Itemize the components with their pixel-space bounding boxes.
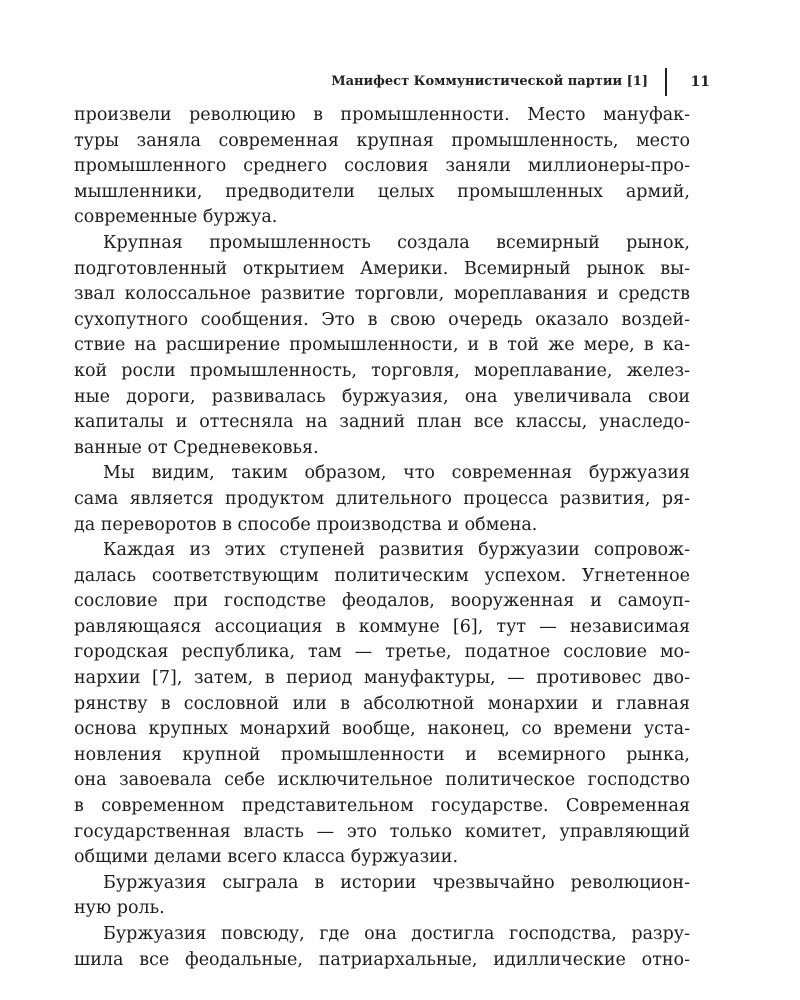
text-line: Мы видим, таким образом, что современная буржуазия xyxy=(103,463,690,484)
text-line: в современном представительном государстве. Современная xyxy=(74,796,690,817)
header-divider xyxy=(665,68,667,96)
text-line: подготовленный открытием Америки. Всемирный рынок вы- xyxy=(74,258,690,279)
text-line: сухопутного сообщения. Это в свою очередь оказало воздей- xyxy=(74,309,690,330)
text-line: нархии [7], затем, в период мануфактуры, — противовес дво- xyxy=(74,668,690,689)
paragraph xyxy=(74,922,690,973)
page-number: 11 xyxy=(690,74,710,90)
text-line: равляющаяся ассоциация в коммуне [6], тут — независимая xyxy=(74,616,690,637)
text-line: новления крупной промышленности и всемирного рынка, xyxy=(74,744,690,765)
body-text xyxy=(74,103,690,973)
text-line: туры заняла современная крупная промышленность, место xyxy=(74,130,690,151)
text-line: государственная власть — это только комитет, управляющий xyxy=(74,821,690,842)
text-line: кой росли промышленность, торговля, мореплавание, желез- xyxy=(74,360,690,381)
running-title: Манифест Коммунистической партии [1] xyxy=(331,74,648,89)
text-line: ванные от Средневековья. xyxy=(74,437,319,458)
text-line: современные буржуа. xyxy=(74,207,278,228)
text-line: основа крупных монархий вообще, наконец, со времени уста- xyxy=(74,719,690,740)
text-line: ствие на расширение промышленности, и в той же мере, в ка- xyxy=(74,335,690,356)
text-line: капиталы и оттесняла на задний план все классы, унаследо- xyxy=(74,412,690,433)
text-line: Каждая из этих ступеней развития буржуазии сопровож- xyxy=(103,540,690,561)
text-line: общими делами всего класса буржуазии. xyxy=(74,847,459,868)
text-line: произвели революцию в промышленности. Место мануфак- xyxy=(74,105,690,125)
text-line: ную роль. xyxy=(74,898,165,919)
text-line: рянству в сословной или в абсолютной монархии и главная xyxy=(74,693,690,714)
text-line: звал колоссальное развитие торговли, мореплавания и средств xyxy=(74,284,690,305)
text-line: мышленники, предводители целых промышленных армий, xyxy=(74,181,690,202)
text-line: да переворотов в способе производства и обмена. xyxy=(74,514,538,535)
text-line: городская республика, там — третье, податное сословие мо- xyxy=(74,642,690,663)
text-line: сама является продуктом длительного процесса развития, ря- xyxy=(74,488,690,509)
text-line: ные дороги, развивалась буржуазия, она увеличивала свои xyxy=(74,386,690,407)
paragraph xyxy=(74,871,690,922)
text-line: Крупная промышленность создала всемирный рынок, xyxy=(103,232,690,253)
text-line: сословие при господстве феодалов, вооруженная и самоуп- xyxy=(74,591,690,612)
paragraph xyxy=(74,103,690,231)
text-line: Буржуазия сыграла в истории чрезвычайно революцион- xyxy=(103,872,690,893)
paragraph xyxy=(74,538,690,871)
paragraph xyxy=(74,461,690,538)
paragraph xyxy=(74,231,690,461)
running-header xyxy=(300,72,710,92)
text-line: Буржуазия повсюду, где она достигла господства, разру- xyxy=(103,924,690,944)
text-line: промышленного среднего сословия заняли миллионеры-про- xyxy=(74,156,690,177)
text-line: шила все феодальные, патриархальные, идиллические отно- xyxy=(74,949,690,970)
text-line: далась соответствующим политическим успехом. Угнетенное xyxy=(74,565,690,586)
text-line: она завоевала себе исключительное политическое господство xyxy=(74,770,690,791)
